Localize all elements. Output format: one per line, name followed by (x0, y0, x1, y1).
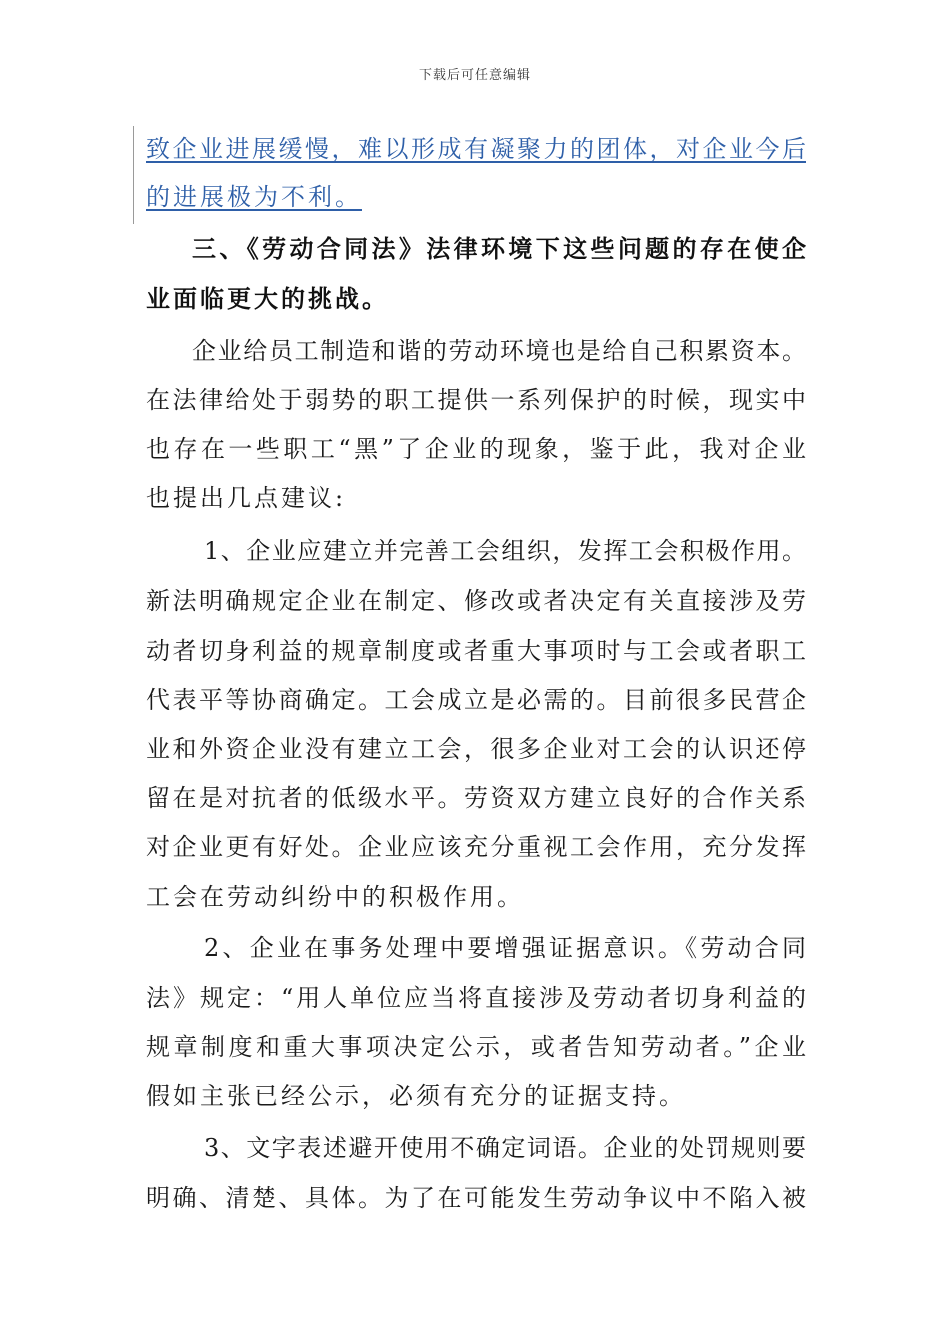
paragraph-line: 规章制度和重大事项决定公示，或者告知劳动者。”企业 (146, 1033, 806, 1061)
paragraph-line: 明确、清楚、具体。为了在可能发生劳动争议中不陷入被 (146, 1184, 806, 1212)
paragraph-line: 对企业更有好处。企业应该充分重视工会作用，充分发挥 (146, 833, 806, 861)
paragraph-line: 法》规定：“用人单位应当将直接涉及劳动者切身利益的 (146, 984, 806, 1012)
paragraph-line: 代表平等协商确定。工会成立是必需的。目前很多民营企 (146, 686, 806, 714)
section-heading-line: 业面临更大的挑战。 (146, 285, 389, 313)
paragraph-line: 工会在劳动纠纷中的积极作用。 (146, 883, 524, 911)
paragraph-line: 留在是对抗者的低级水平。劳资双方建立良好的合作关系 (146, 784, 806, 812)
revision-change-bar (133, 126, 134, 224)
section-heading-line: 三、《劳动合同法》法律环境下这些问题的存在使企 (192, 235, 806, 263)
paragraph-line: 动者切身利益的规章制度或者重大事项时与工会或者职工 (146, 637, 806, 665)
paragraph-line: 3、文字表述避开使用不确定词语。企业的处罚规则要 (204, 1134, 806, 1162)
paragraph-line: 业和外资企业没有建立工会，很多企业对工会的认识还停 (146, 735, 806, 763)
paragraph-line: 在法律给处于弱势的职工提供一系列保护的时候，现实中 (146, 386, 806, 414)
paragraph-line: 也存在一些职工“黑”了企业的现象，鉴于此，我对企业 (146, 435, 806, 463)
text-line: 致企业进展缓慢，难以形成有凝聚力的团体，对企业今后 (146, 135, 806, 163)
paragraph-line: 1、企业应建立并完善工会组织，发挥工会积极作用。 (204, 537, 806, 565)
paragraph-line: 也提出几点建议: (146, 484, 347, 512)
text-line: 的进展极为不利。 (146, 183, 362, 211)
paragraph-line: 2、企业在事务处理中要增强证据意识。《劳动合同 (204, 934, 806, 962)
page-header-note: 下载后可任意编辑 (418, 68, 531, 83)
paragraph-line: 企业给员工制造和谐的劳动环境也是给自己积累资本。 (192, 337, 806, 365)
paragraph-line: 假如主张已经公示，必须有充分的证据支持。 (146, 1082, 686, 1110)
paragraph-line: 新法明确规定企业在制定、修改或者决定有关直接涉及劳 (146, 587, 806, 615)
